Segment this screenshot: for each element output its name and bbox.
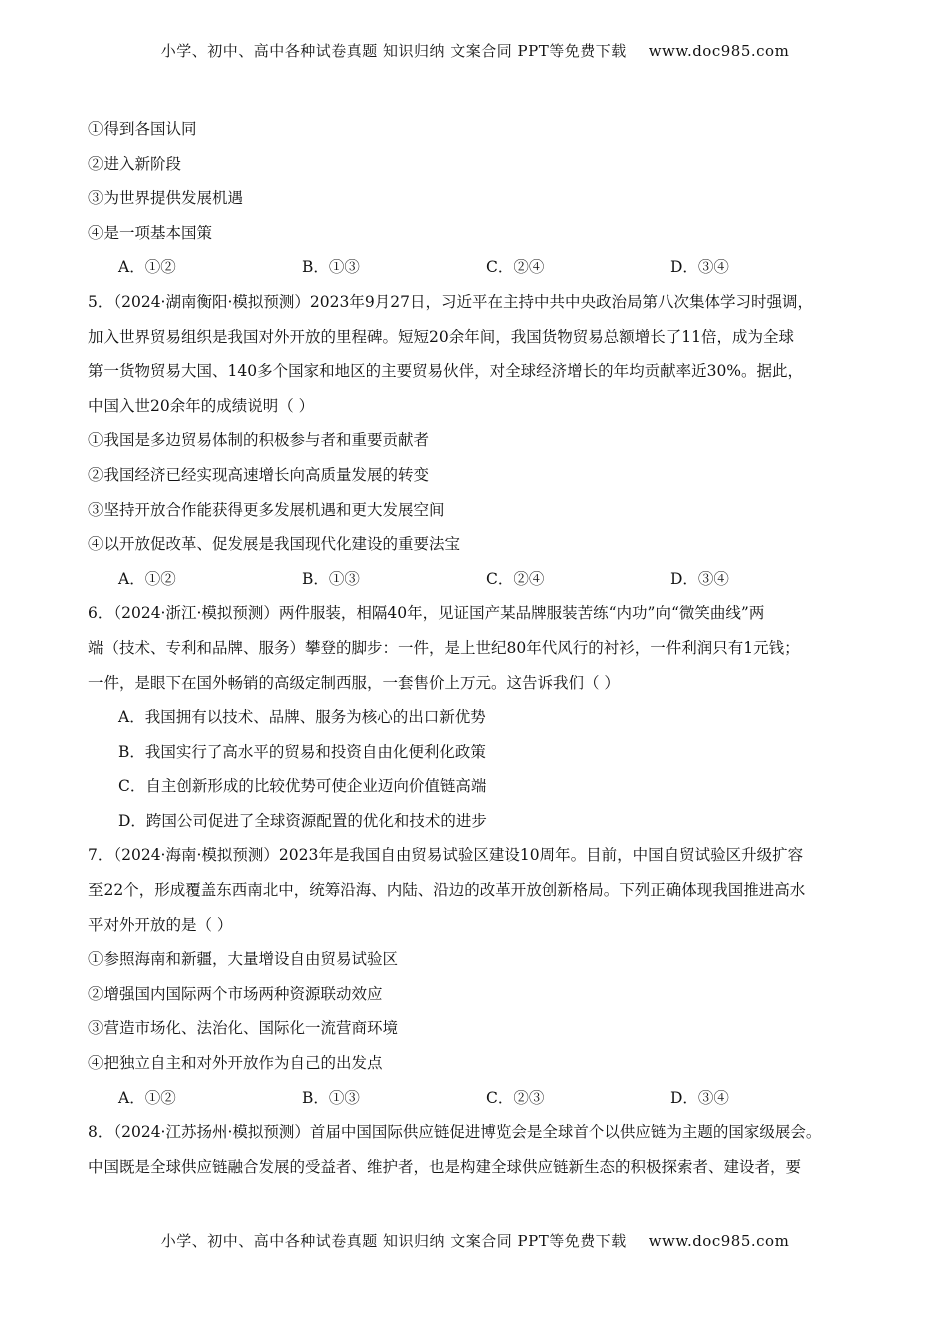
question-text-line: 5．（2024·湖南衡阳·模拟预测）2023年9月27日，习近平在主持中共中央政治局第八次集体学习时强调， — [88, 292, 813, 311]
statement-item: ④以开放促改革、促发展是我国现代化建设的重要法宝 — [88, 535, 461, 554]
question-5 — [88, 285, 873, 596]
statement-item: ①得到各国认同 — [88, 120, 197, 138]
choice-d: D．跨国公司促进了全球资源配置的优化和技术的进步 — [118, 811, 487, 830]
choice-c: C．自主创新形成的比较优势可使企业迈向价值链高端 — [118, 777, 487, 796]
statement-item: ②进入新阶段 — [88, 154, 182, 173]
header-url[interactable]: www.doc985.com — [648, 42, 790, 60]
option-c: C．②④ — [486, 258, 545, 277]
statement-item: ①参照海南和新疆，大量增设自由贸易试验区 — [88, 950, 399, 969]
choice-a: A．我国拥有以技术、品牌、服务为核心的出口新优势 — [118, 708, 486, 727]
question-text-line: 第一货物贸易大国、140多个国家和地区的主要贸易伙伴，对全球经济增长的年均贡献率近30%。据此， — [88, 362, 804, 381]
question-6 — [88, 596, 873, 838]
question-4 — [88, 112, 873, 285]
option-d: D．③④ — [670, 258, 729, 277]
footer-text: 小学、初中、高中各种试卷真题 知识归纳 文案合同 PPT等免费下载 — [160, 1232, 627, 1250]
question-text-line: 6．（2024·浙江·模拟预测）两件服装，相隔40年，见证国产某品牌服装苦练“内功”向“微笑曲线”两 — [88, 604, 765, 623]
statement-item: ②增强国内国际两个市场两种资源联动效应 — [88, 984, 383, 1003]
statement-item: ③营造市场化、法治化、国际化一流营商环境 — [88, 1019, 399, 1038]
option-c: C．②④ — [486, 569, 545, 588]
option-a: A．①② — [118, 569, 176, 588]
page-footer — [0, 1230, 950, 1251]
page-header — [0, 40, 950, 61]
header-text: 小学、初中、高中各种试卷真题 知识归纳 文案合同 PPT等免费下载 — [160, 42, 627, 60]
answer-options — [88, 562, 873, 597]
statement-item: ④把独立自主和对外开放作为自己的出发点 — [88, 1054, 383, 1073]
statement-item: ③为世界提供发展机遇 — [88, 189, 244, 208]
question-text-line: 加入世界贸易组织是我国对外开放的里程碑。短短20余年间，我国货物贸易总额增长了11倍，成为全球 — [88, 327, 794, 346]
statement-item: ①我国是多边贸易体制的积极参与者和重要贡献者 — [88, 431, 430, 450]
option-b: B．①③ — [302, 569, 360, 588]
question-7 — [88, 838, 873, 1115]
option-b: B．①③ — [302, 1088, 360, 1107]
question-text-line: 端（技术、专利和品牌、服务）攀登的脚步：一件，是上世纪80年代风行的衬衫，一件利润只有1元钱； — [88, 638, 800, 657]
question-text-line: 平对外开放的是（ ） — [88, 915, 233, 934]
question-text-line: 中国入世20余年的成绩说明（ ） — [88, 396, 315, 415]
question-text-line: 7．（2024·海南·模拟预测）2023年是我国自由贸易试验区建设10周年。目前，中国自贸试验区升级扩容 — [88, 846, 804, 865]
option-b: B．①③ — [302, 258, 360, 277]
question-text-line: 一件，是眼下在国外畅销的高级定制西服，一套售价上万元。这告诉我们（ ） — [88, 673, 620, 692]
answer-options — [88, 250, 873, 285]
choice-b: B．我国实行了高水平的贸易和投资自由化便利化政策 — [118, 742, 486, 761]
option-a: A．①② — [118, 258, 176, 277]
page-content — [88, 112, 873, 1184]
statement-item: ②我国经济已经实现高速增长向高质量发展的转变 — [88, 465, 430, 484]
option-d: D．③④ — [670, 569, 729, 588]
footer-url[interactable]: www.doc985.com — [648, 1232, 790, 1250]
statement-item: ④是一项基本国策 — [88, 223, 213, 242]
option-d: D．③④ — [670, 1088, 729, 1107]
question-8 — [88, 1115, 873, 1184]
statement-item: ③坚持开放合作能获得更多发展机遇和更大发展空间 — [88, 500, 445, 519]
option-a: A．①② — [118, 1088, 176, 1107]
answer-options — [88, 1081, 873, 1116]
question-text-line: 8．（2024·江苏扬州·模拟预测）首届中国国际供应链促进博览会是全球首个以供应链为主题的国家级展会。 — [88, 1123, 822, 1142]
option-c: C．②③ — [486, 1088, 545, 1107]
question-text-line: 中国既是全球供应链融合发展的受益者、维护者，也是构建全球供应链新生态的积极探索者、建设者，要 — [88, 1157, 802, 1176]
question-text-line: 至22个，形成覆盖东西南北中，统筹沿海、内陆、沿边的改革开放创新格局。下列正确体现我国推进高水 — [88, 881, 806, 900]
